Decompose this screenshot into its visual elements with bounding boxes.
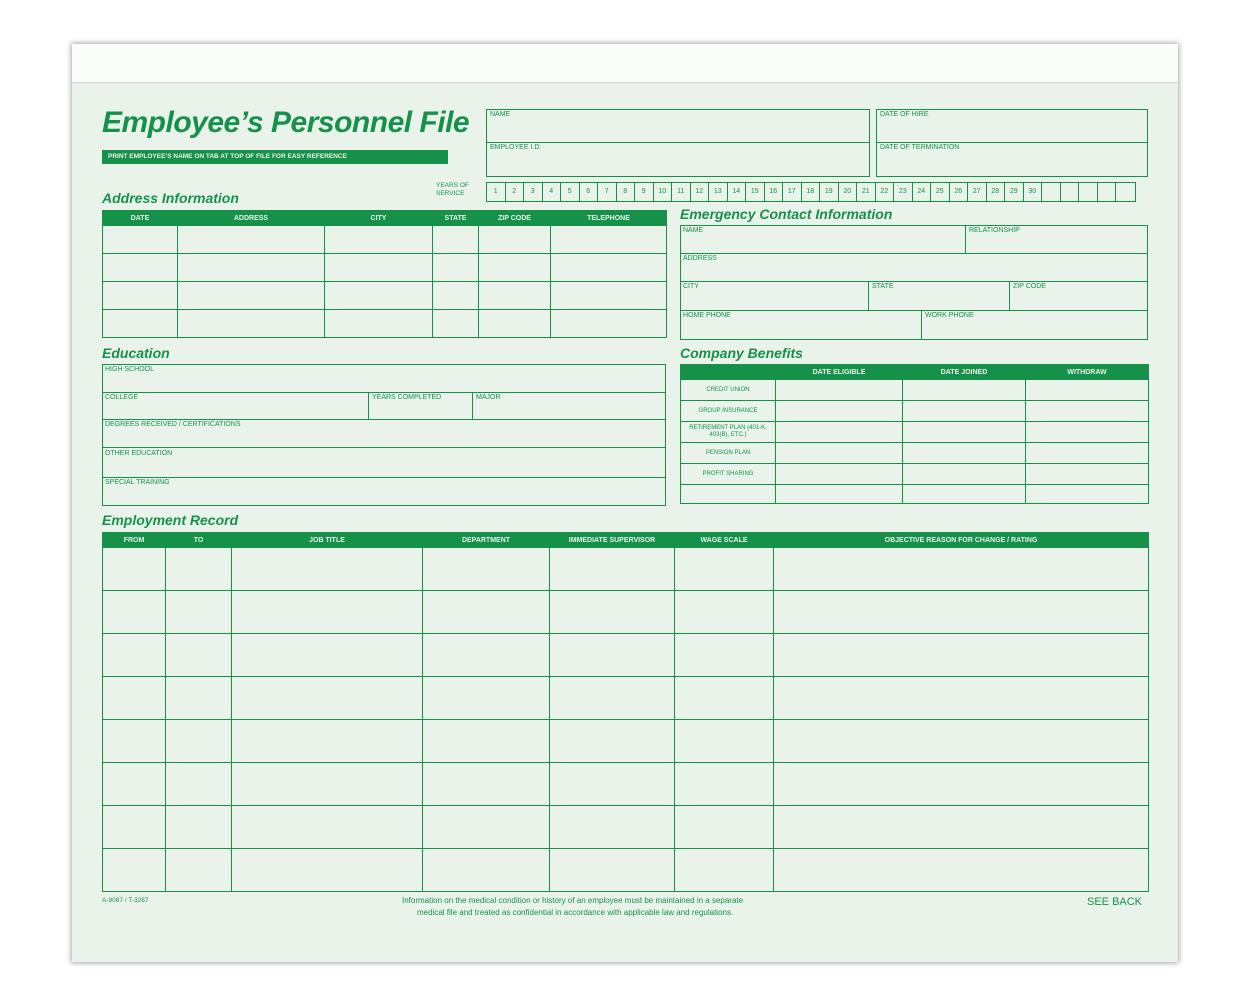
address-cell[interactable]: [325, 282, 433, 310]
address-cell[interactable]: [551, 226, 667, 254]
divider: [868, 281, 869, 310]
employment-column-header: TO: [166, 533, 232, 548]
employee-id-field-label: EMPLOYEE I.D.: [490, 144, 542, 151]
employment-cell[interactable]: [675, 591, 774, 634]
employment-cell[interactable]: [550, 548, 675, 591]
employment-cell[interactable]: [675, 806, 774, 849]
years-of-service-boxes: [486, 182, 1136, 202]
employment-cell[interactable]: [232, 806, 423, 849]
table-row: [103, 763, 1149, 806]
table-row: [103, 591, 1149, 634]
year-box[interactable]: 22: [876, 183, 895, 201]
employment-cell[interactable]: [103, 720, 166, 763]
employment-cell[interactable]: [675, 677, 774, 720]
benefit-cell[interactable]: [776, 422, 903, 443]
year-box[interactable]: [1116, 183, 1135, 201]
employment-table: [102, 532, 1149, 892]
benefit-name: RETIREMENT PLAN (401-K, 403(B), ETC.): [681, 422, 776, 443]
employment-cell[interactable]: [166, 763, 232, 806]
date-of-hire-label: DATE OF HIRE: [880, 111, 929, 118]
education-section-title: Education: [102, 345, 170, 361]
year-box[interactable]: 14: [728, 183, 747, 201]
year-box[interactable]: 10: [654, 183, 673, 201]
year-box[interactable]: 8: [617, 183, 636, 201]
divider: [876, 142, 1148, 143]
year-box[interactable]: 28: [987, 183, 1006, 201]
name-field-label: NAME: [490, 111, 511, 118]
divider: [102, 392, 666, 393]
divider: [921, 310, 922, 340]
emergency-address-label: ADDRESS: [683, 255, 717, 262]
benefit-cell[interactable]: [1026, 401, 1149, 422]
address-cell[interactable]: [178, 226, 325, 254]
divider: [680, 253, 1148, 254]
benefit-cell[interactable]: [1026, 380, 1149, 401]
emergency-section-title: Emergency Contact Information: [680, 206, 893, 222]
employment-cell[interactable]: [774, 677, 1149, 720]
employment-cell[interactable]: [423, 763, 550, 806]
table-row: [103, 677, 1149, 720]
year-box[interactable]: 25: [931, 183, 950, 201]
table-row: [681, 401, 1149, 422]
divider: [102, 447, 666, 448]
benefit-cell[interactable]: [1026, 443, 1149, 464]
year-box[interactable]: 30: [1024, 183, 1043, 201]
address-cell[interactable]: [479, 226, 551, 254]
address-column-header: CITY: [325, 211, 433, 226]
medical-notice-line2: medical file and treated as confidential in accordance with applicable law and regulations.: [417, 908, 734, 917]
employment-cell[interactable]: [550, 720, 675, 763]
address-cell[interactable]: [103, 310, 178, 338]
year-box[interactable]: 20: [839, 183, 858, 201]
employment-cell[interactable]: [232, 720, 423, 763]
address-cell[interactable]: [551, 254, 667, 282]
employment-cell[interactable]: [774, 634, 1149, 677]
address-column-header: ZIP CODE: [479, 211, 551, 226]
benefit-name: PROFIT SHARING: [681, 464, 776, 485]
year-box[interactable]: 16: [765, 183, 784, 201]
table-row: [681, 443, 1149, 464]
benefit-cell[interactable]: [776, 464, 903, 485]
emergency-state-label: STATE: [872, 283, 894, 290]
employment-cell[interactable]: [103, 548, 166, 591]
address-column-header: TELEPHONE: [551, 211, 667, 226]
employment-cell[interactable]: [166, 849, 232, 892]
benefits-column-header: DATE ELIGIBLE: [776, 365, 903, 380]
employment-cell[interactable]: [423, 634, 550, 677]
employment-cell[interactable]: [232, 591, 423, 634]
year-box[interactable]: 19: [820, 183, 839, 201]
table-row: [103, 226, 667, 254]
year-box[interactable]: 15: [746, 183, 765, 201]
employment-cell[interactable]: [166, 677, 232, 720]
table-row: [103, 720, 1149, 763]
employment-section-title: Employment Record: [102, 512, 239, 528]
employment-column-header: IMMEDIATE SUPERVISOR: [550, 533, 675, 548]
years-completed-label: YEARS COMPLETED: [372, 394, 442, 401]
emergency-name-label: NAME: [683, 227, 704, 234]
employment-cell[interactable]: [232, 634, 423, 677]
benefit-cell[interactable]: [776, 380, 903, 401]
employment-cell[interactable]: [774, 806, 1149, 849]
benefits-table: [680, 364, 1149, 504]
emergency-contact-block: [680, 225, 1148, 340]
hire-dates-block: [876, 109, 1148, 177]
employment-cell[interactable]: [103, 591, 166, 634]
employment-cell[interactable]: [232, 548, 423, 591]
benefits-column-header: DATE JOINED: [903, 365, 1026, 380]
divider: [486, 142, 870, 143]
employment-cell[interactable]: [550, 591, 675, 634]
see-back-label: SEE BACK: [1087, 896, 1143, 908]
year-box[interactable]: 2: [506, 183, 525, 201]
education-block: [102, 364, 666, 506]
name-id-block: [486, 109, 870, 177]
address-section-title: Address Information: [102, 190, 239, 206]
year-box[interactable]: 23: [894, 183, 913, 201]
address-cell[interactable]: [551, 310, 667, 338]
employment-cell[interactable]: [423, 849, 550, 892]
employment-cell[interactable]: [550, 677, 675, 720]
year-box[interactable]: [1042, 183, 1061, 201]
address-cell[interactable]: [103, 282, 178, 310]
employment-cell[interactable]: [423, 548, 550, 591]
benefit-name: CREDIT UNION: [681, 380, 776, 401]
address-cell[interactable]: [325, 310, 433, 338]
employment-cell[interactable]: [675, 548, 774, 591]
employment-column-header: JOB TITLE: [232, 533, 423, 548]
employment-cell[interactable]: [103, 763, 166, 806]
address-cell[interactable]: [433, 282, 479, 310]
divider: [102, 477, 666, 478]
divider: [680, 310, 1148, 311]
address-cell[interactable]: [479, 254, 551, 282]
table-row: [681, 485, 1149, 504]
emergency-home-phone-label: HOME PHONE: [683, 312, 731, 319]
divider: [368, 392, 369, 419]
address-cell[interactable]: [479, 310, 551, 338]
employment-cell[interactable]: [550, 849, 675, 892]
divider: [1009, 281, 1010, 310]
table-row: [681, 464, 1149, 485]
employment-cell[interactable]: [675, 763, 774, 806]
employment-cell[interactable]: [774, 591, 1149, 634]
address-cell[interactable]: [433, 226, 479, 254]
major-label: MAJOR: [476, 394, 501, 401]
date-of-termination-label: DATE OF TERMINATION: [880, 144, 960, 151]
employment-cell[interactable]: [675, 720, 774, 763]
year-box[interactable]: 3: [524, 183, 543, 201]
year-box[interactable]: 6: [580, 183, 599, 201]
address-cell[interactable]: [551, 282, 667, 310]
address-cell[interactable]: [103, 226, 178, 254]
address-cell[interactable]: [325, 226, 433, 254]
employment-cell[interactable]: [675, 634, 774, 677]
employment-cell[interactable]: [166, 806, 232, 849]
employment-column-header: WAGE SCALE: [675, 533, 774, 548]
form-code: A-9087 / T-3287: [102, 897, 149, 904]
benefit-cell[interactable]: [903, 422, 1026, 443]
benefit-cell[interactable]: [1026, 422, 1149, 443]
year-box[interactable]: 5: [561, 183, 580, 201]
benefits-column-header: WITHDRAW: [1026, 365, 1149, 380]
tab-instruction-banner: PRINT EMPLOYEE’S NAME ON TAB AT TOP OF FILE FOR EASY REFERENCE: [102, 150, 448, 164]
year-box[interactable]: 17: [783, 183, 802, 201]
table-row: [103, 849, 1149, 892]
year-box[interactable]: [1079, 183, 1098, 201]
year-box[interactable]: 24: [913, 183, 932, 201]
benefit-cell[interactable]: [681, 485, 776, 504]
employment-cell[interactable]: [774, 720, 1149, 763]
high-school-label: HIGH SCHOOL: [105, 366, 155, 373]
benefit-cell[interactable]: [903, 485, 1026, 504]
table-row: [681, 422, 1149, 443]
year-box[interactable]: [1098, 183, 1117, 201]
year-box[interactable]: 11: [672, 183, 691, 201]
address-table: [102, 210, 667, 338]
address-cell[interactable]: [178, 282, 325, 310]
employment-cell[interactable]: [423, 806, 550, 849]
employment-column-header: DEPARTMENT: [423, 533, 550, 548]
employment-column-header: FROM: [103, 533, 166, 548]
employment-cell[interactable]: [423, 720, 550, 763]
employment-cell[interactable]: [550, 634, 675, 677]
benefit-cell[interactable]: [776, 401, 903, 422]
divider: [965, 225, 966, 253]
year-box[interactable]: [1061, 183, 1080, 201]
address-cell[interactable]: [178, 254, 325, 282]
year-box[interactable]: 13: [709, 183, 728, 201]
emergency-work-phone-label: WORK PHONE: [925, 312, 974, 319]
year-box[interactable]: 12: [691, 183, 710, 201]
emergency-city-label: CITY: [683, 283, 699, 290]
benefit-cell[interactable]: [776, 485, 903, 504]
address-cell[interactable]: [479, 282, 551, 310]
degrees-label: DEGREES RECEIVED / CERTIFICATIONS: [105, 421, 241, 428]
employment-cell[interactable]: [103, 806, 166, 849]
employment-cell[interactable]: [166, 720, 232, 763]
year-box[interactable]: 29: [1005, 183, 1024, 201]
address-cell[interactable]: [433, 310, 479, 338]
benefit-cell[interactable]: [903, 401, 1026, 422]
employment-cell[interactable]: [423, 591, 550, 634]
address-cell[interactable]: [325, 254, 433, 282]
employment-cell[interactable]: [550, 763, 675, 806]
address-cell[interactable]: [433, 254, 479, 282]
employment-cell[interactable]: [103, 849, 166, 892]
employment-cell[interactable]: [774, 763, 1149, 806]
benefit-name: GROUP INSURANCE: [681, 401, 776, 422]
employment-cell[interactable]: [166, 591, 232, 634]
benefit-name: PENSION PLAN: [681, 443, 776, 464]
address-cell[interactable]: [178, 310, 325, 338]
benefits-section-title: Company Benefits: [680, 345, 803, 361]
year-box[interactable]: 7: [598, 183, 617, 201]
years-of-service-label: YEARS OF SERVICE: [436, 182, 469, 197]
form-title: Employee’s Personnel File: [102, 106, 470, 139]
benefit-cell[interactable]: [903, 380, 1026, 401]
employment-column-header: OBJECTIVE REASON FOR CHANGE / RATING: [774, 533, 1149, 548]
year-box[interactable]: 1: [487, 183, 506, 201]
benefit-cell[interactable]: [903, 443, 1026, 464]
address-cell[interactable]: [103, 254, 178, 282]
emergency-relationship-label: RELATIONSHIP: [969, 227, 1020, 234]
employment-cell[interactable]: [166, 548, 232, 591]
table-row: [103, 282, 667, 310]
employment-cell[interactable]: [166, 634, 232, 677]
emergency-zip-label: ZIP CODE: [1013, 283, 1046, 290]
table-row: [103, 634, 1149, 677]
divider: [680, 281, 1148, 282]
divider: [102, 419, 666, 420]
year-box[interactable]: 27: [968, 183, 987, 201]
benefits-column-header: [681, 365, 776, 380]
table-row: [103, 548, 1149, 591]
personnel-file-folder: [72, 44, 1178, 962]
table-row: [103, 310, 667, 338]
address-column-header: STATE: [433, 211, 479, 226]
year-box[interactable]: 26: [950, 183, 969, 201]
year-box[interactable]: 18: [802, 183, 821, 201]
other-education-label: OTHER EDUCATION: [105, 450, 173, 457]
address-column-header: DATE: [103, 211, 178, 226]
divider: [472, 392, 473, 419]
employment-cell[interactable]: [232, 763, 423, 806]
employment-cell[interactable]: [550, 806, 675, 849]
employment-cell[interactable]: [232, 849, 423, 892]
benefit-cell[interactable]: [1026, 485, 1149, 504]
table-row: [681, 380, 1149, 401]
employment-cell[interactable]: [232, 677, 423, 720]
employment-cell[interactable]: [774, 548, 1149, 591]
benefit-cell[interactable]: [1026, 464, 1149, 485]
year-box[interactable]: 9: [635, 183, 654, 201]
folder-tab: [72, 44, 1178, 83]
special-training-label: SPECIAL TRAINING: [105, 479, 170, 486]
employment-cell[interactable]: [103, 634, 166, 677]
employment-cell[interactable]: [423, 677, 550, 720]
college-label: COLLEGE: [105, 394, 139, 401]
employment-cell[interactable]: [774, 849, 1149, 892]
address-column-header: ADDRESS: [178, 211, 325, 226]
table-row: [103, 806, 1149, 849]
employment-cell[interactable]: [675, 849, 774, 892]
year-box[interactable]: 21: [857, 183, 876, 201]
benefit-cell[interactable]: [903, 464, 1026, 485]
benefit-cell[interactable]: [776, 443, 903, 464]
table-row: [103, 254, 667, 282]
employment-cell[interactable]: [103, 677, 166, 720]
year-box[interactable]: 4: [543, 183, 562, 201]
medical-notice-line1: Information on the medical condition or history of an employee must be maintained in a separate: [402, 896, 744, 905]
